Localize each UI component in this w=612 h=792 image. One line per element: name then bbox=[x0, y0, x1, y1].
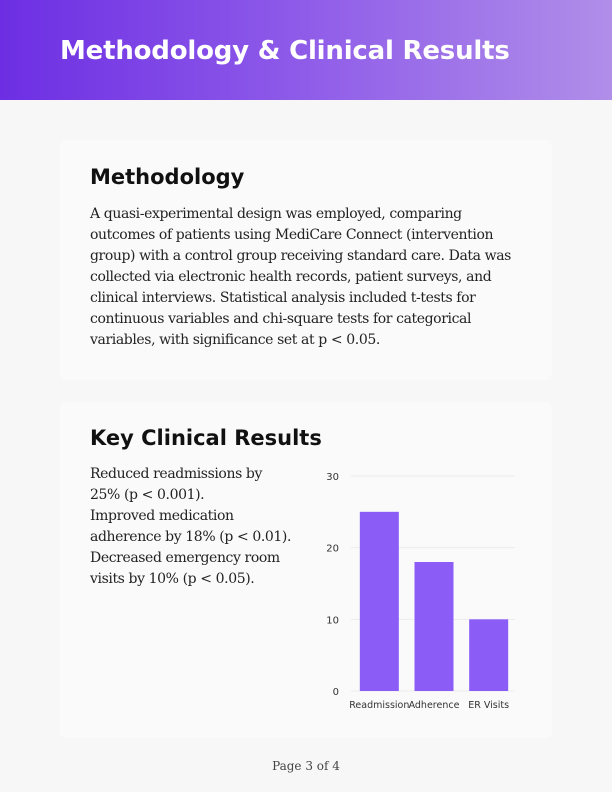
chart-x-tick-label: Adherence bbox=[408, 700, 460, 711]
chart-bar bbox=[469, 619, 508, 691]
result-item-er-visits: Decreased emergency room visits by 10% (p < 0.05). bbox=[90, 550, 280, 587]
methodology-heading: Methodology bbox=[90, 165, 245, 189]
page-number: Page 3 of 4 bbox=[272, 759, 340, 773]
page-header bbox=[0, 0, 612, 100]
chart-y-tick-label: 30 bbox=[326, 472, 339, 483]
methodology-text: A quasi-experimental design was employed, comparing outcomes of patients using MediCare Connect (intervention group) with a control group receiving standard care. Data was collected via electronic health records, patient surveys, and clinical interviews. Statistical analysis included t-tests for continuous variables and chi-square tests for categorical variables, with significance set at p < 0.05. bbox=[90, 206, 511, 348]
chart-y-tick-label: 10 bbox=[326, 615, 339, 627]
chart-y-tick-label: 0 bbox=[332, 687, 339, 698]
chart-y-tick-label: 20 bbox=[326, 543, 339, 555]
page-title: Methodology & Clinical Results bbox=[60, 36, 510, 66]
results-bar-chart bbox=[325, 460, 525, 720]
chart-bar bbox=[415, 562, 454, 691]
methodology-card bbox=[60, 140, 552, 380]
results-card bbox=[60, 402, 552, 738]
result-item-readmissions: Reduced readmissions by 25% (p < 0.001). bbox=[90, 466, 262, 503]
chart-bar bbox=[360, 512, 399, 691]
chart-x-tick-label: ER Visits bbox=[468, 700, 510, 711]
chart-x-tick-label: Readmission bbox=[349, 700, 410, 711]
result-item-adherence: Improved medication adherence by 18% (p < 0.01). bbox=[90, 508, 292, 545]
results-heading: Key Clinical Results bbox=[90, 426, 322, 450]
results-list bbox=[90, 464, 294, 590]
